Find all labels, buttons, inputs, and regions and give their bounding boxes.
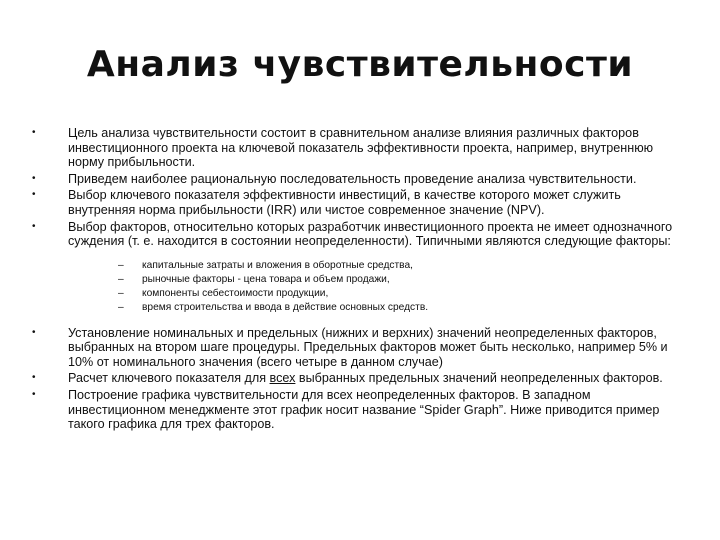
sub-list-item (68, 259, 690, 273)
list-item (30, 188, 690, 217)
bullet-icon: • (32, 220, 36, 232)
text-before: Расчет ключевого показателя для (68, 371, 270, 386)
bullet-icon: • (32, 127, 36, 138)
list-item-text: Построение графика чувствительности для всех неопределенных факторов. В западном инвестиционном менеджменте этот график носит название “Spider Graph”. Ниже приводится пример такого графика для трех факторов. (68, 387, 660, 432)
list-item (30, 220, 690, 316)
list-item-text: Приведем наиболее рациональную последовательность проведение анализа чувствительности. (68, 171, 637, 186)
bullet-icon: • (32, 326, 36, 338)
list-item-text (68, 371, 663, 385)
dash-icon: – (118, 302, 124, 314)
list-item (30, 326, 690, 370)
sub-list-item-text: рыночные факторы - цена товара и объем продажи, (142, 273, 390, 285)
slide-content (30, 126, 690, 434)
list-item (30, 388, 690, 432)
dash-icon: – (118, 259, 124, 271)
list-item-text: Выбор ключевого показателя эффективности инвестиций, в качестве которого может служить внутренняя норма прибыльности (IRR) или чистое современное значение (NPV). (68, 188, 621, 217)
sub-list (68, 259, 690, 316)
bullet-icon: • (32, 189, 36, 201)
bullet-icon: • (32, 172, 36, 184)
sub-list-item (68, 273, 690, 287)
sub-list-item (68, 301, 690, 315)
sub-list-item-text: капитальные затраты и вложения в оборотные средства, (142, 259, 413, 271)
bullet-icon: • (32, 388, 36, 400)
text-after: выбранных предельных значений неопределенных факторов. (295, 371, 663, 386)
bullet-list (30, 126, 690, 432)
list-item-text: Цель анализа чувствительности состоит в сравнительном анализе влияния различных факторов инвестиционного проекта на ключевой показатель эффективности проекта, например, внутреннюю норму прибыльности. (68, 126, 654, 170)
dash-icon: – (118, 288, 124, 300)
bullet-icon: • (32, 372, 36, 384)
underlined-word: всех (269, 371, 296, 386)
list-item-text: Выбор факторов, относительно которых разработчик инвестиционного проекта не имеет однозначного суждения (т. е. находится в состоянии неопределенности). Типичными являются следующие факторы: (68, 219, 673, 249)
slide-title: Анализ чувствительности (86, 44, 634, 85)
list-item-text: Установление номинальных и предельных (нижних и верхних) значений неопределенных факторов, выбранных на втором шаге процедуры. Предельных факторов может быть несколько, например 5% и 10% от номинального значения (всего четыре в данном случае) (68, 325, 668, 369)
dash-icon: – (118, 273, 124, 285)
list-item (30, 172, 690, 187)
sub-list-item-text: время строительства и ввода в действие основных средств. (142, 302, 429, 314)
sub-list-item (68, 287, 690, 301)
list-item (30, 371, 690, 386)
sub-list-item-text: компоненты себестоимости продукции, (142, 288, 329, 300)
list-item (30, 126, 690, 170)
